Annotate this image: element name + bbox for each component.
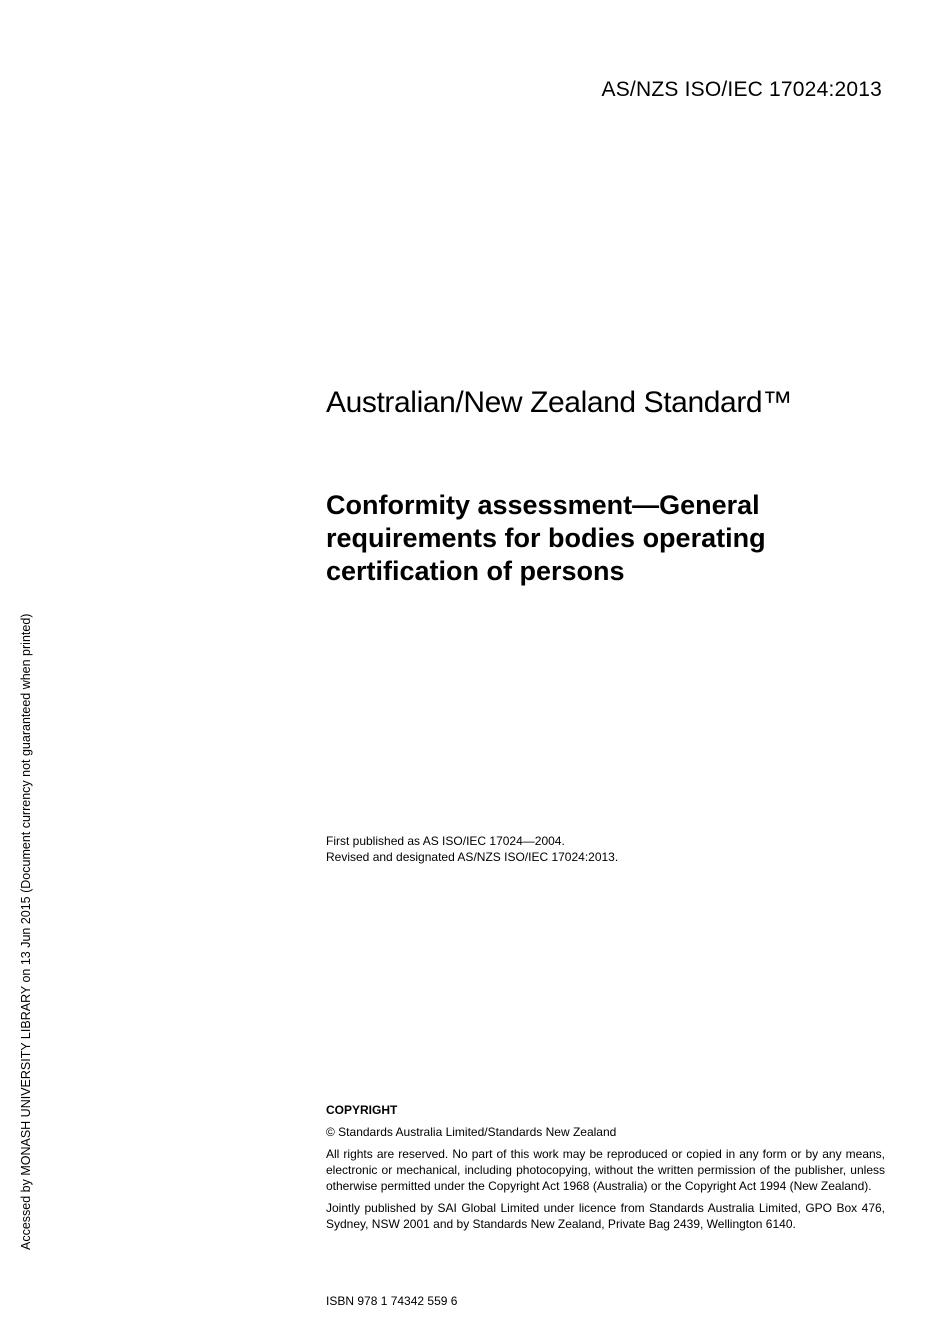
copyright-heading: COPYRIGHT	[326, 1103, 398, 1117]
copyright-owner: © Standards Australia Limited/Standards New Zealand	[326, 1125, 617, 1139]
title-line: Conformity assessment—General	[326, 490, 760, 520]
copyright-publisher-text: Jointly published by SAI Global Limited under licence from Standards Australia Limited, GPO Box 476, Sydney, NSW 2001 and by Standards New Zealand, Private Bag 2439, Wellington 6140.	[326, 1201, 885, 1231]
title-line: requirements for bodies operating	[326, 523, 766, 553]
isbn: ISBN 978 1 74342 559 6	[326, 1294, 458, 1308]
standard-label: Australian/New Zealand Standard™	[326, 386, 792, 419]
copyright-rights-text: All rights are reserved. No part of this work may be reproduced or copied in any form or by any means, electronic or mechanical, including photocopying, without the written permission of the publisher, unless otherwise permitted under the Copyright Act 1968 (Australia) or the Copyright Act 1994 (New Zealand).	[326, 1147, 885, 1193]
publication-history-line: First published as AS ISO/IEC 17024—2004.	[326, 834, 565, 848]
publication-history	[326, 834, 618, 865]
document-number: AS/NZS ISO/IEC 17024:2013	[601, 78, 882, 101]
publication-history-line: Revised and designated AS/NZS ISO/IEC 17024:2013.	[326, 849, 619, 864]
title-line: certification of persons	[326, 556, 625, 586]
copyright-block	[326, 1102, 885, 1238]
document-title	[326, 489, 886, 588]
access-stamp: Accessed by MONASH UNIVERSITY LIBRARY on 13 Jun 2015 (Document currency not guaranteed when printed)	[19, 613, 33, 1250]
